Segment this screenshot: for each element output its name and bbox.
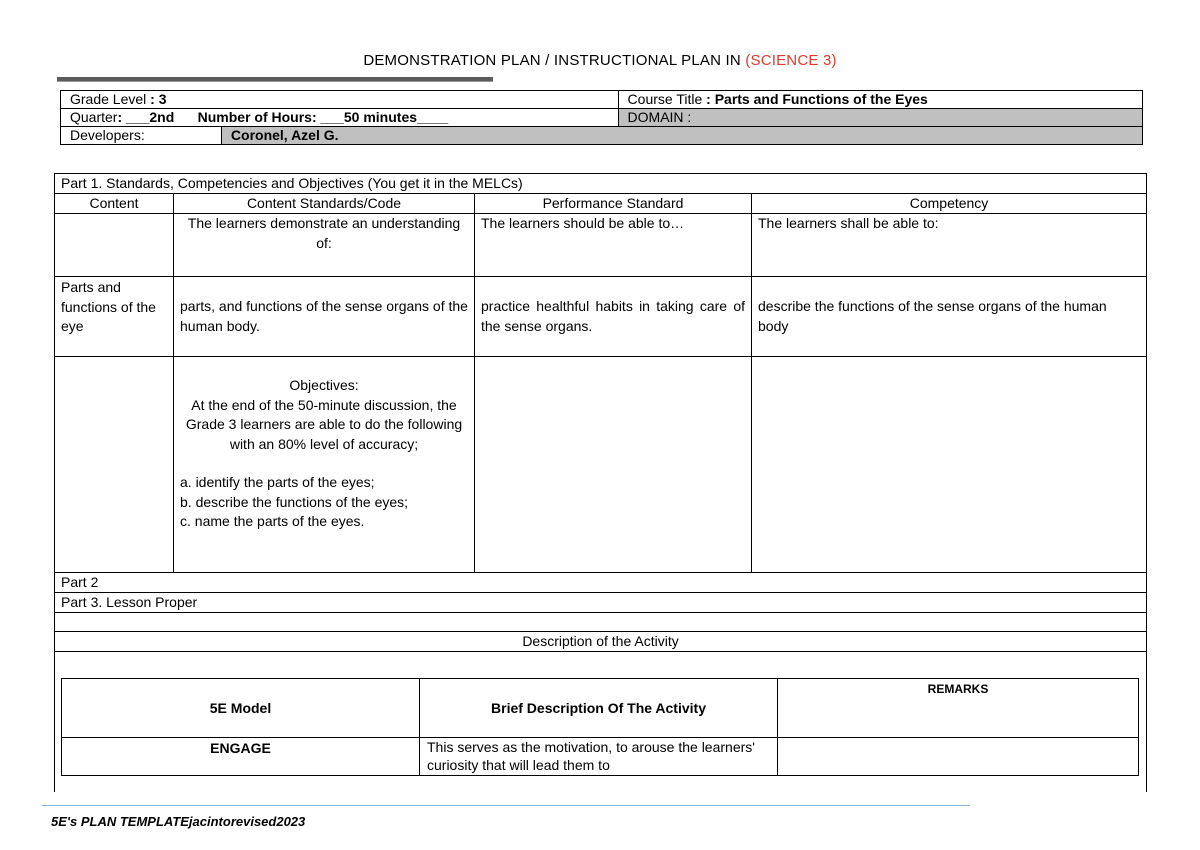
row3-competency	[752, 357, 1147, 573]
developers-label: Developers:	[70, 127, 145, 143]
course-title-cell	[618, 91, 1142, 109]
objectives-cell	[174, 357, 475, 573]
col-header-content-standards: Content Standards/Code	[174, 194, 475, 214]
objectives-intro: At the end of the 50-minute discussion, the Grade 3 learners are able to do the following with an 80% level of accuracy;	[185, 396, 463, 452]
quarter-cell	[61, 109, 619, 127]
course-title-label: Course Title	[627, 91, 707, 107]
engage-model: ENGAGE	[62, 738, 420, 776]
part3-title: Part 3. Lesson Proper	[55, 593, 1147, 613]
quarter-value: : ___2nd	[117, 109, 175, 125]
row3-content	[55, 357, 174, 573]
course-info-table	[60, 90, 1143, 145]
part1-title: Part 1. Standards, Competencies and Objectives (You get it in the MELCs)	[55, 174, 1147, 194]
header-brief-description: Brief Description Of The Activity	[420, 679, 778, 738]
header-remarks: REMARKS	[778, 679, 1139, 738]
title-underline-bar	[57, 77, 493, 82]
objective-item: a. identify the parts of the eyes;	[180, 474, 375, 490]
row2-content-standard: parts, and functions of the sense organs of the human body.	[174, 277, 475, 357]
row1-competency: The learners shall be able to:	[752, 214, 1147, 277]
engage-remarks	[778, 738, 1139, 776]
row3-performance-standard	[475, 357, 752, 573]
grade-level-label: Grade Level	[70, 91, 151, 107]
footer-text: 5E's PLAN TEMPLATEjacintorevised2023	[51, 814, 306, 829]
col-header-competency: Competency	[752, 194, 1147, 214]
row2-competency: describe the functions of the sense organs of the human body	[752, 277, 1147, 357]
document-title	[0, 52, 1200, 69]
footer-divider	[42, 805, 970, 806]
title-main: DEMONSTRATION PLAN / INSTRUCTIONAL PLAN IN	[363, 52, 746, 69]
developers-value: Coronel, Azel G.	[230, 127, 339, 143]
course-title-value: : Parts and Functions of the Eyes	[706, 91, 928, 107]
row1-performance-standard: The learners should be able to…	[475, 214, 752, 277]
row2-performance-standard: practice healthful habits in taking care of the sense organs.	[475, 277, 752, 357]
empty-row	[55, 613, 1147, 632]
title-subject: (SCIENCE 3)	[745, 52, 837, 69]
developers-label-cell	[61, 127, 222, 145]
engage-description: This serves as the motivation, to arouse the learners' curiosity that will lead them to	[420, 738, 778, 776]
row1-content	[55, 214, 174, 277]
grade-level-value: : 3	[150, 91, 167, 107]
quarter-label: Quarter	[70, 109, 118, 125]
header-5e-model: 5E Model	[62, 679, 420, 738]
objective-item: c. name the parts of the eyes.	[180, 513, 365, 529]
five-e-model-table	[61, 678, 1139, 776]
row2-content: Parts and functions of the eye	[55, 277, 174, 357]
objectives-heading: Objectives:	[289, 377, 359, 393]
objective-item: b. describe the functions of the eyes;	[180, 493, 409, 510]
domain-cell	[618, 109, 1142, 127]
grade-level-cell	[61, 91, 619, 109]
domain-label: DOMAIN :	[627, 109, 692, 125]
developers-value-cell	[221, 127, 1142, 145]
col-header-performance-standard: Performance Standard	[475, 194, 752, 214]
part2-title: Part 2	[55, 573, 1147, 593]
row1-content-standard: The learners demonstrate an understanding of:	[174, 214, 475, 277]
description-of-activity-header: Description of the Activity	[55, 632, 1147, 652]
number-of-hours: Number of Hours: ___50 minutes____	[197, 109, 449, 125]
col-header-content: Content	[55, 194, 174, 214]
